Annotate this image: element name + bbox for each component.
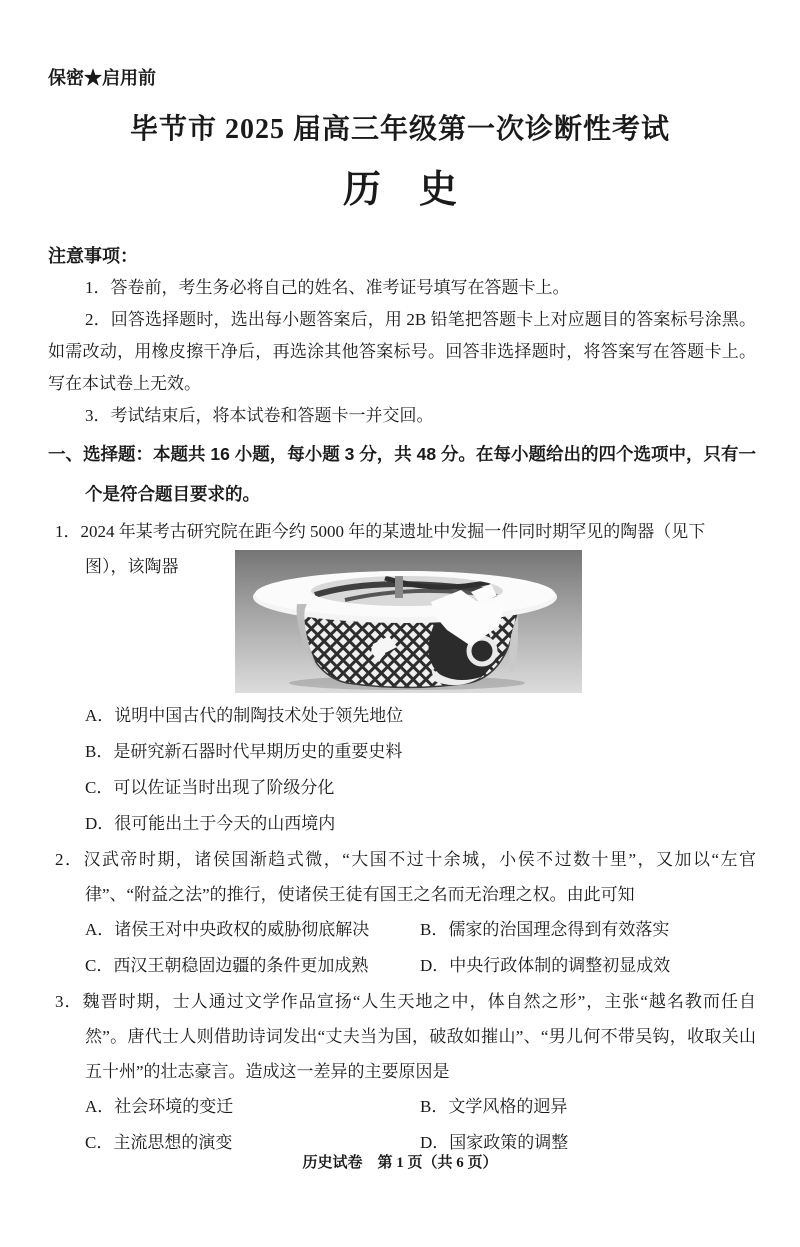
question-3-option-a: A．社会环境的变迁 bbox=[85, 1097, 234, 1116]
question-1-option-d: D．很可能出土于今天的山西境内 bbox=[85, 814, 336, 833]
question-1-stem-text: 2024 年某考古研究院在距今约 5000 年的某遗址中发掘一件同时期罕见的陶器（见下 bbox=[80, 522, 706, 541]
question-2-option-c: C．西汉王朝稳固边疆的条件更加成熟 bbox=[85, 956, 369, 975]
question-1 bbox=[48, 514, 756, 842]
question-2-number: 2． bbox=[55, 850, 84, 869]
question-3-stem-text: 魏晋时期，士人通过文学作品宣扬“人生天地之中，体自然之形”，主张“越名教而任自然”。唐代士人则借助诗词发出“丈夫当为国，破敌如摧山”、“男儿何不带吴钩，收取关山五十州”的壮志豪言。造成这一差异的主要原因是 bbox=[82, 992, 756, 1081]
section-heading: 一、选择题：本题共 16 小题，每小题 3 分，共 48 分。在每小题给出的四个选项中，只有一个是符合题目要求的。 bbox=[48, 444, 756, 504]
question-1-stem-continuation: 图），该陶器 bbox=[85, 557, 179, 576]
question-3-options bbox=[85, 1089, 756, 1161]
question-3-stem bbox=[48, 984, 756, 1089]
exam-subject: 历 史 bbox=[342, 169, 457, 211]
question-2-stem-text: 汉武帝时期，诸侯国渐趋式微，“大国不过十余城，小侯不过数十里”，又加以“左官律”、“附益之法”的推行，使诸侯王徒有国王之名而无治理之权。由此可知 bbox=[83, 850, 756, 904]
exam-title: 毕节市 2025 届高三年级第一次诊断性考试 bbox=[129, 114, 670, 145]
question-3 bbox=[48, 984, 756, 1161]
content-column bbox=[48, 240, 756, 1161]
question-1-option-b: B．是研究新石器时代早期历史的重要史料 bbox=[85, 742, 403, 761]
notice-heading: 注意事项： bbox=[48, 246, 138, 266]
page-footer: 历史试卷 第 1 页（共 6 页） bbox=[302, 1155, 498, 1171]
question-2-stem bbox=[48, 842, 756, 912]
question-1-stem bbox=[48, 514, 756, 549]
notice-item-1: 1．答卷前，考生务必将自己的姓名、准考证号填写在答题卡上。 bbox=[85, 278, 570, 297]
notice-item-2: 2．回答选择题时，选出每小题答案后，用 2B 铅笔把答题卡上对应题目的答案标号涂黑。如需改动，用橡皮擦干净后，再选涂其他答案标号。回答非选择题时，将答案写在答题卡上。写在本试卷上无效。 bbox=[48, 310, 756, 393]
question-2 bbox=[48, 842, 756, 984]
question-1-number: 1． bbox=[55, 522, 81, 541]
question-1-figure-row bbox=[48, 549, 756, 693]
question-2-option-b: B．儒家的治国理念得到有效落实 bbox=[420, 920, 670, 939]
question-2-options bbox=[85, 912, 756, 984]
question-1-option-c: C．可以佐证当时出现了阶级分化 bbox=[85, 778, 335, 797]
question-3-number: 3． bbox=[55, 992, 83, 1011]
question-3-option-b: B．文学风格的迥异 bbox=[420, 1097, 568, 1116]
question-1-option-a: A．说明中国古代的制陶技术处于领先地位 bbox=[85, 706, 404, 725]
question-2-option-a: A．诸侯王对中央政权的威胁彻底解决 bbox=[85, 920, 370, 939]
notice-item-3: 3．考试结束后，将本试卷和答题卡一并交回。 bbox=[85, 406, 434, 425]
question-2-option-d: D．中央行政体制的调整初显成效 bbox=[420, 956, 671, 975]
security-classification: 保密★启用前 bbox=[48, 68, 156, 88]
pottery-artifact-photo bbox=[235, 550, 582, 693]
question-3-option-d: D．国家政策的调整 bbox=[420, 1133, 569, 1152]
question-1-options bbox=[85, 698, 756, 842]
question-3-option-c: C．主流思想的演变 bbox=[85, 1133, 233, 1152]
